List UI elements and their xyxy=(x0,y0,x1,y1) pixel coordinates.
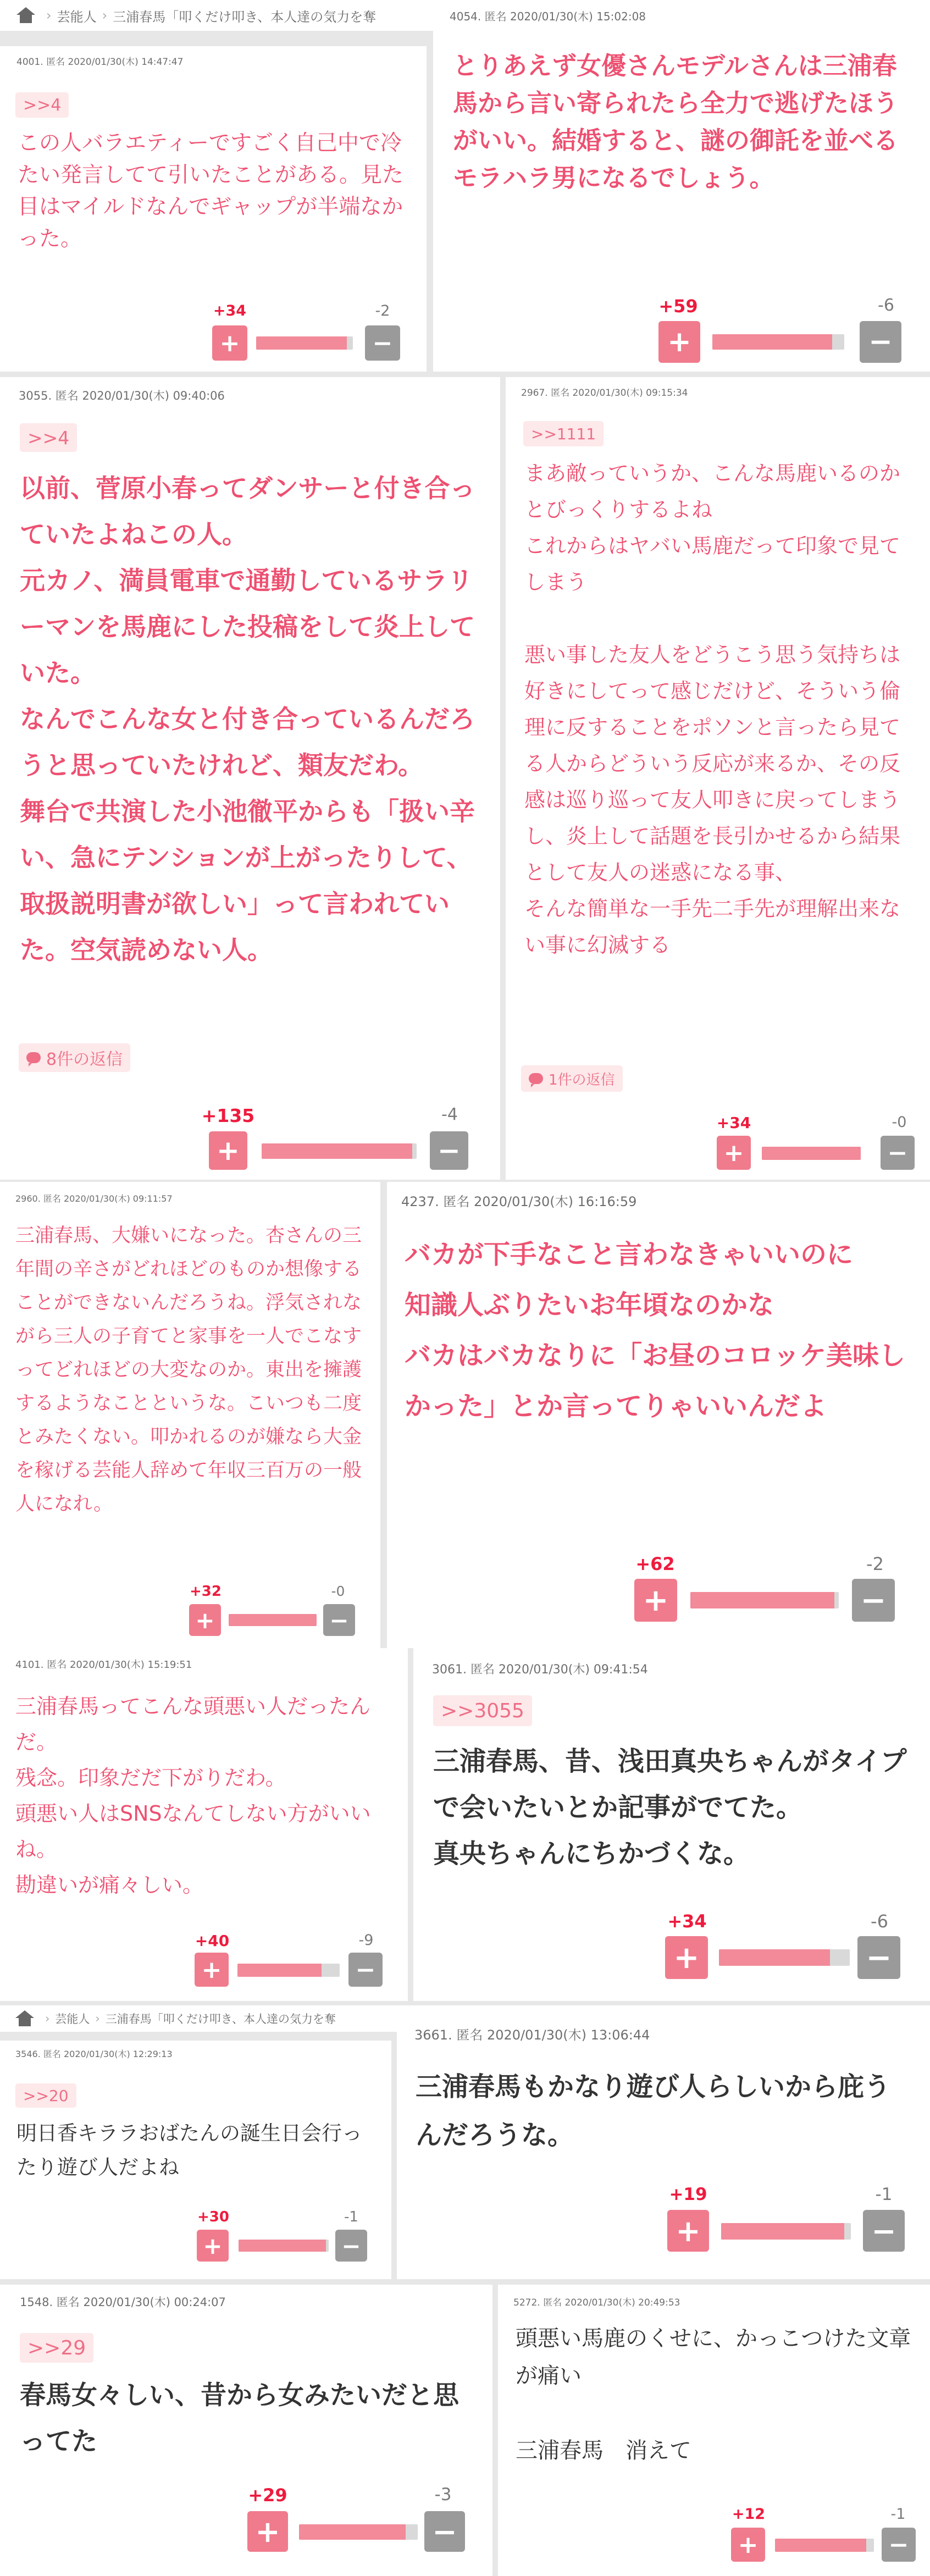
minus-vote-button[interactable]: − xyxy=(365,325,400,361)
vote-ratio-bar xyxy=(721,2223,851,2240)
comment-meta: 4054. 匿名 2020/01/30(木) 15:02:08 xyxy=(450,10,646,23)
chevron-right-icon: › xyxy=(46,8,52,23)
vote-ratio-bar xyxy=(762,1147,861,1160)
minus-count: -4 xyxy=(441,1105,458,1124)
vote-ratio-fill xyxy=(712,334,832,350)
plus-vote-button[interactable]: + xyxy=(209,1131,247,1170)
comment-meta: 3661. 匿名 2020/01/30(木) 13:06:44 xyxy=(414,2027,650,2043)
comment-body: 以前、菅原小春ってダンサーと付き合っていたよねこの人。 元カノ、満員電車で通勤しているサラリーマンを馬鹿にした投稿をして炎上していた。 なんでこんな女と付き合っているんだろうと思っていたけれど、類友だわ。 舞台で共演した小池徹平からも「扱い辛い、急にテンションが上がったりして、取扱説明書が欲しい」って言われていた。空気読めない人。 xyxy=(20,473,475,965)
home-icon[interactable] xyxy=(15,2010,34,2027)
plus-vote-button[interactable]: + xyxy=(717,1136,751,1170)
minus-count: -3 xyxy=(434,2485,452,2505)
plus-count: +12 xyxy=(732,2506,766,2523)
comment-meta: 3055. 匿名 2020/01/30(木) 09:40:06 xyxy=(19,389,225,402)
minus-vote-button[interactable]: − xyxy=(323,1604,355,1636)
plus-vote-button[interactable]: + xyxy=(247,2511,288,2552)
reply-anchor-link[interactable]: >>3055 xyxy=(433,1695,532,1726)
vote-ratio-bar xyxy=(719,1949,850,1966)
minus-count: -6 xyxy=(878,296,894,315)
minus-count: -1 xyxy=(875,2185,893,2204)
minus-vote-button[interactable]: − xyxy=(348,1953,383,1987)
breadcrumb-topic[interactable]: 三浦春馬「叩くだけ叩き、本人達の気力を奪 xyxy=(113,9,377,25)
minus-count: -0 xyxy=(331,1583,345,1599)
plus-vote-button[interactable]: + xyxy=(212,325,247,361)
home-icon[interactable] xyxy=(16,7,35,24)
breadcrumb-category[interactable]: 芸能人 xyxy=(55,2013,90,2026)
comment-body: 春馬女々しい、昔から女みたいだと思ってた xyxy=(20,2380,459,2457)
plus-count: +62 xyxy=(635,1554,675,1574)
vote-ratio-bar xyxy=(256,336,353,350)
minus-count: -2 xyxy=(375,302,390,319)
minus-count: -9 xyxy=(358,1932,374,1949)
vote-ratio-bar xyxy=(299,2524,418,2540)
reply-anchor-link[interactable]: >>1111 xyxy=(523,421,604,446)
vote-ratio-fill xyxy=(262,1143,412,1159)
comment-card xyxy=(506,377,930,1180)
comment-meta: 4001. 匿名 2020/01/30(木) 14:47:47 xyxy=(16,57,184,68)
comment-body: 頭悪い馬鹿のくせに、かっこつけた文章が痛い 三浦春馬 消えて xyxy=(516,2326,911,2463)
comment-meta: 3546. 匿名 2020/01/30(木) 12:29:13 xyxy=(15,2049,173,2059)
plus-vote-button[interactable]: + xyxy=(731,2528,765,2562)
comment-body: 三浦春馬、昔、浅田真央ちゃんがタイプで会いたいとか記事がでてた。 真央ちゃんにちかづくな。 xyxy=(433,1746,907,1869)
minus-count: -1 xyxy=(890,2506,906,2523)
chevron-right-icon: › xyxy=(95,2012,100,2025)
minus-count: -1 xyxy=(344,2209,358,2225)
minus-vote-button[interactable]: − xyxy=(852,1579,895,1622)
vote-ratio-fill xyxy=(229,1614,317,1626)
replies-badge[interactable] xyxy=(521,1065,623,1092)
vote-ratio-bar xyxy=(262,1143,417,1159)
comment-card xyxy=(0,377,500,1180)
vote-ratio-bar xyxy=(229,1614,317,1626)
plus-count: +34 xyxy=(716,1114,751,1132)
comment-body: 三浦春馬、大嫌いになった。杏さんの三年間の辛さがどれほどのものか想像することができないんだろうね。浮気されながら三人の子育てと家事を一人でこなすってどれほどの大変なのか。東出を擁護するようなことというな。こいつも二度とみたくない。叩かれるのが嫌なら大金を稼げる芸能人辞めて年収三百万の一般人になれ。 xyxy=(15,1225,362,1515)
comment-meta: 2967. 匿名 2020/01/30(木) 09:15:34 xyxy=(521,388,688,399)
plus-count: +40 xyxy=(195,1932,230,1950)
vote-ratio-bar xyxy=(239,2240,329,2252)
breadcrumb-category[interactable]: 芸能人 xyxy=(57,9,97,25)
plus-count: +30 xyxy=(197,2209,229,2225)
plus-count: +32 xyxy=(190,1583,222,1600)
reply-anchor-link[interactable]: >>4 xyxy=(20,423,77,452)
plus-count: +59 xyxy=(658,296,698,317)
comment-body: とりあえず女優さんモデルさんは三浦春馬から言い寄られたら全力で逃げたほうがいい。結婚すると、謎の御託を並べるモラハラ男になるでしょう。 xyxy=(453,51,899,192)
comment-card xyxy=(498,2285,930,2576)
plus-vote-button[interactable]: + xyxy=(634,1579,677,1622)
plus-vote-button[interactable]: + xyxy=(658,321,700,363)
plus-vote-button[interactable]: + xyxy=(197,2230,229,2262)
comment-card xyxy=(0,1182,380,1648)
breadcrumb xyxy=(0,0,443,31)
vote-ratio-fill xyxy=(775,2539,866,2552)
reply-anchor-link[interactable]: >>29 xyxy=(20,2333,93,2363)
minus-vote-button[interactable]: − xyxy=(882,2528,916,2562)
plus-vote-button[interactable]: + xyxy=(665,1936,708,1979)
minus-vote-button[interactable]: − xyxy=(430,1131,468,1170)
vote-ratio-bar xyxy=(237,1964,340,1977)
chevron-right-icon: › xyxy=(102,8,108,23)
comment-meta: 4101. 匿名 2020/01/30(木) 15:19:51 xyxy=(15,1659,192,1671)
comment-meta: 1548. 匿名 2020/01/30(木) 00:24:07 xyxy=(20,2296,226,2309)
comment-card xyxy=(0,1648,408,2001)
plus-vote-button[interactable]: + xyxy=(189,1604,221,1636)
comment-meta: 3061. 匿名 2020/01/30(木) 09:41:54 xyxy=(432,1663,648,1677)
comment-body: 三浦春馬ってこんな頭悪い人だったんだ。 残念。印象だだ下がりだわ。 頭悪い人はSNSなんてしない方がいいね。 勘違いが痛々しい。 xyxy=(15,1694,371,1897)
minus-vote-button[interactable]: − xyxy=(857,1936,900,1979)
plus-count: +29 xyxy=(248,2485,287,2506)
vote-ratio-fill xyxy=(721,2223,844,2240)
comment-card xyxy=(387,1182,930,1648)
comment-card xyxy=(0,2041,391,2279)
minus-vote-button[interactable]: − xyxy=(424,2511,465,2552)
comment-meta: 5272. 匿名 2020/01/30(木) 20:49:53 xyxy=(513,2297,680,2308)
reply-anchor-link[interactable]: >>4 xyxy=(15,92,69,118)
vote-ratio-bar xyxy=(775,2539,874,2552)
plus-vote-button[interactable]: + xyxy=(195,1953,229,1987)
vote-ratio-fill xyxy=(239,2240,326,2252)
comment-card xyxy=(0,2285,492,2576)
comment-card xyxy=(0,46,427,372)
comment-card xyxy=(413,1648,930,2001)
vote-ratio-fill xyxy=(237,1964,322,1977)
minus-vote-button[interactable]: − xyxy=(335,2230,367,2262)
plus-count: +19 xyxy=(669,2185,707,2204)
plus-count: +135 xyxy=(201,1105,255,1126)
replies-label: 1件の返信 xyxy=(549,1071,615,1088)
comment-card xyxy=(397,2005,930,2279)
replies-badge[interactable] xyxy=(19,1043,130,1072)
plus-count: +34 xyxy=(667,1911,707,1932)
comment-body: 三浦春馬もかなり遊び人らしいから庇うんだろうな。 xyxy=(416,2071,891,2151)
vote-ratio-bar xyxy=(690,1592,839,1608)
minus-vote-button[interactable]: − xyxy=(863,2210,905,2252)
comment-card xyxy=(433,0,930,372)
chevron-right-icon: › xyxy=(45,2012,50,2025)
comment-body: この人バラエティーですごく自己中で冷たい発言してて引いたことがある。見た目はマイルドなんでギャップが半端なかった。 xyxy=(18,131,404,251)
breadcrumb xyxy=(0,2005,407,2032)
minus-vote-button[interactable]: − xyxy=(881,1136,915,1170)
vote-ratio-bar xyxy=(712,334,844,350)
minus-count: -0 xyxy=(892,1114,907,1131)
comment-meta: 2960. 匿名 2020/01/30(木) 09:11:57 xyxy=(15,1193,173,1204)
vote-ratio-fill xyxy=(690,1592,834,1608)
vote-ratio-fill xyxy=(299,2524,406,2540)
vote-ratio-fill xyxy=(762,1147,861,1160)
speech-bubble-icon xyxy=(26,1052,41,1063)
comment-body: バカが下手なこと言わなきゃいいのに 知識人ぶりたいお年頃なのかな バカはバカなりに「お昼のコロッケ美味しかった」とか言ってりゃいいんだよ xyxy=(405,1239,906,1422)
breadcrumb-topic[interactable]: 三浦春馬「叩くだけ叩き、本人達の気力を奪 xyxy=(105,2013,336,2026)
vote-ratio-fill xyxy=(256,336,347,350)
comment-body: 明日香キララおばたんの誕生日会行ったり遊び人だよね xyxy=(16,2121,362,2179)
replies-label: 8件の返信 xyxy=(46,1050,123,1069)
speech-bubble-icon xyxy=(529,1073,543,1084)
minus-count: -6 xyxy=(871,1911,888,1932)
reply-anchor-link[interactable]: >>20 xyxy=(15,2083,76,2108)
vote-ratio-fill xyxy=(719,1949,830,1966)
minus-count: -2 xyxy=(866,1554,884,1574)
plus-vote-button[interactable]: + xyxy=(667,2210,709,2252)
comment-body: まあ敵っていうか、こんな馬鹿いるのかとびっくりするよね これからはヤバい馬鹿だって印象で見てしまう 悪い事した友人をどうこう思う気持ちは好きにしてって感じだけど、そういう倫理に反することをポソンと言ったら見てる人からどういう反応が来るか、その反感は巡り巡って友人叩きに戻ってしまうし、炎上して話題を長引かせるから結果として友人の迷惑になる事、 そんな簡単な一手先二手先が理解出来ない事に幻滅する xyxy=(524,461,901,957)
minus-vote-button[interactable]: − xyxy=(860,321,901,363)
plus-count: +34 xyxy=(213,302,247,319)
comment-meta: 4237. 匿名 2020/01/30(木) 16:16:59 xyxy=(401,1194,637,1209)
